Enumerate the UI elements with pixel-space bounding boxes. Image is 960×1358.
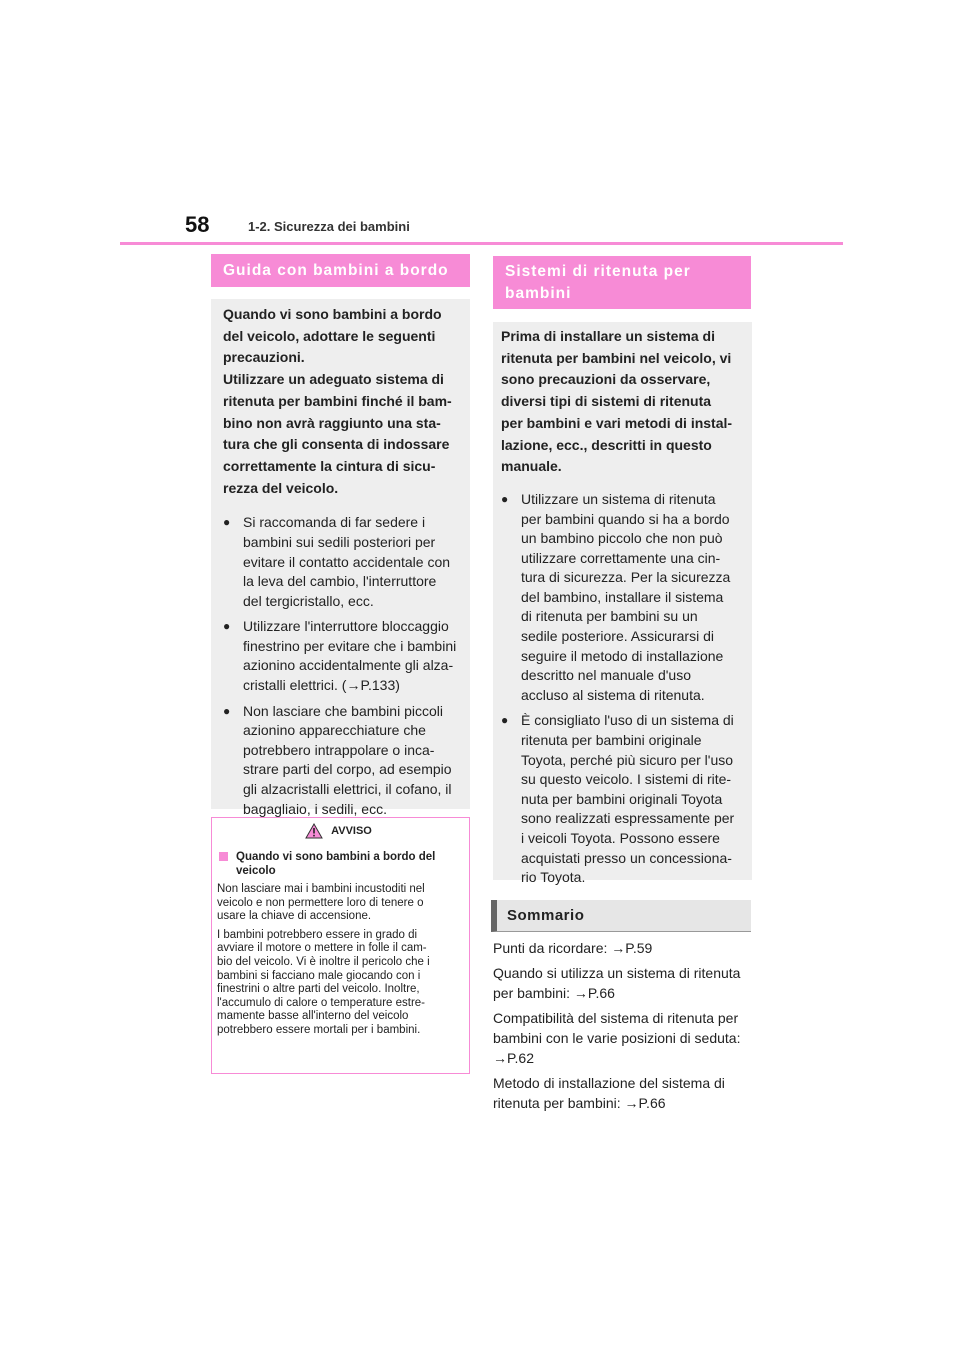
summary-line: Metodo di installazione del sistema di bbox=[493, 1075, 725, 1091]
bullet-line: Toyota, perché più sicuro per l'uso bbox=[521, 751, 734, 768]
intro-line: correttamente la cintura di sicu- bbox=[223, 457, 436, 474]
header-divider bbox=[120, 242, 843, 245]
left-bullet-list bbox=[223, 513, 460, 819]
summary-item[interactable] bbox=[493, 1073, 755, 1113]
warning-paragraph bbox=[217, 883, 460, 924]
heading-label: Guida con bambini a bordo bbox=[223, 261, 449, 279]
list-item bbox=[501, 711, 744, 887]
bullet-line: ● Si raccomanda di far sedere i bbox=[243, 514, 426, 531]
bullet-line: ● Utilizzare l'interruttore bloccaggio bbox=[243, 618, 449, 635]
sommario-label: Sommario bbox=[507, 907, 585, 924]
heading-sommario bbox=[491, 900, 751, 932]
intro-line: tura che gli consenta di indossare bbox=[223, 436, 450, 453]
list-item bbox=[223, 702, 460, 820]
intro-line: manuale. bbox=[501, 458, 562, 475]
bullet-line: descritto nel manuale d'uso bbox=[521, 667, 691, 684]
warning-line: avviare il motore o mettere in folle il cam- bbox=[217, 942, 427, 955]
bullet-line: bagagliaio, i sedili, ecc. bbox=[243, 800, 387, 817]
bullet-line: ritenuta per bambini originale bbox=[521, 732, 702, 749]
bullet-line: accluso al sistema di ritenuta. bbox=[521, 686, 705, 703]
summary-line: per bambini: →P.66 bbox=[493, 985, 615, 1001]
intro-line: ritenuta per bambini nel veicolo, vi bbox=[501, 349, 732, 366]
summary-line: Quando si utilizza un sistema di ritenuta bbox=[493, 965, 741, 981]
intro-line: del veicolo, adottare le seguenti bbox=[223, 327, 436, 344]
bullet-line: utilizzare correttamente una cin- bbox=[521, 549, 721, 566]
bullet-line: evitare il contatto accidentale con bbox=[243, 553, 451, 570]
bullet-line: del tergicristallo, ecc. bbox=[243, 592, 374, 609]
page-reference-link[interactable]: cristalli elettrici. (→P.133) bbox=[243, 677, 400, 694]
summary-line: ritenuta per bambini: →P.66 bbox=[493, 1095, 666, 1111]
heading-sistemi-ritenuta bbox=[493, 256, 751, 309]
warning-label: AVVISO bbox=[331, 825, 372, 837]
bullet-line: i veicoli Toyota. Possono essere bbox=[521, 830, 720, 847]
intro-line: lazione, ecc., descritti in questo bbox=[501, 436, 712, 453]
summary-line: →P.62 bbox=[493, 1050, 534, 1066]
bullet-line: del bambino, installare il sistema bbox=[521, 588, 724, 605]
intro-line: sono precauzioni da osservare, bbox=[501, 371, 711, 388]
intro-line: Quando vi sono bambini a bordo bbox=[223, 306, 442, 322]
warning-line: mamente basse all'interno del veicolo bbox=[217, 1010, 409, 1023]
heading-line: bambini bbox=[505, 284, 572, 302]
bullet-line: di ritenuta per bambini su un bbox=[521, 608, 698, 625]
intro-line: Prima di installare un sistema di bbox=[501, 328, 715, 344]
left-intro bbox=[223, 304, 460, 499]
bullet-line: azionino apparecchiature che bbox=[243, 722, 426, 739]
warning-line: usare la chiave di accensione. bbox=[217, 910, 372, 923]
warning-line: bio del veicolo. Vi è inoltre il pericolo che i bbox=[217, 955, 430, 968]
warning-subheading-text: Quando vi sono bambini a bordo del veicolo bbox=[236, 851, 436, 877]
bullet-line: seguire il metodo di installazione bbox=[521, 647, 724, 664]
warning-line: bambini si facciano male giocando con i bbox=[217, 969, 421, 982]
summary-item[interactable] bbox=[493, 1008, 755, 1068]
summary-line: Compatibilità del sistema di ritenuta per bbox=[493, 1010, 739, 1026]
bullet-line: azionino accidentalmente gli alza- bbox=[243, 657, 454, 674]
bullet-line: su questo veicolo. I sistemi di rite- bbox=[521, 771, 732, 788]
bullet-line: ● È consigliato l'uso di un sistema di bbox=[521, 712, 734, 729]
warning-line: l'accumulo di calore o temperature estre- bbox=[217, 996, 426, 1009]
warning-title bbox=[217, 818, 460, 844]
summary-list bbox=[493, 938, 755, 1118]
list-item bbox=[501, 490, 744, 706]
bullet-line: ● Non lasciare che bambini piccoli bbox=[243, 702, 443, 719]
warning-box bbox=[211, 817, 470, 1074]
bullet-line: finestrino per evitare che i bambini bbox=[243, 637, 457, 654]
warning-line: I bambini potrebbero essere in grado di bbox=[217, 928, 418, 941]
bullet-line: nuta per bambini originali Toyota bbox=[521, 790, 723, 807]
summary-item[interactable] bbox=[493, 938, 755, 958]
section-title: 1-2. Sicurezza dei bambini bbox=[248, 219, 410, 234]
intro-line: precauzioni. bbox=[223, 349, 305, 366]
intro-line: diversi tipi di sistemi di ritenuta bbox=[501, 393, 712, 410]
bullet-line: gli alzacristalli elettrici, il cofano, il bbox=[243, 781, 452, 798]
intro-line: rezza del veicolo. bbox=[223, 479, 339, 496]
square-bullet-icon bbox=[219, 852, 228, 861]
heading-line: Sistemi di ritenuta per bbox=[505, 262, 691, 280]
bullet-line: tura di sicurezza. Per la sicurezza bbox=[521, 569, 731, 586]
bullet-line: sedile posteriore. Assicurarsi di bbox=[521, 628, 714, 645]
intro-line: per bambini e vari metodi di instal- bbox=[501, 414, 733, 431]
bullet-line: ● Utilizzare un sistema di ritenuta bbox=[521, 490, 716, 507]
warning-line: Non lasciare mai i bambini incustoditi nel bbox=[217, 883, 425, 895]
bullet-line: rio Toyota. bbox=[521, 869, 586, 886]
bullet-line: potrebbero intrappolare o inca- bbox=[243, 741, 435, 758]
bullet-line: per bambini quando si ha a bordo bbox=[521, 510, 730, 527]
warning-line: veicolo e non permettere loro di tenere o bbox=[217, 896, 424, 909]
warning-paragraph bbox=[217, 929, 460, 1038]
summary-item[interactable] bbox=[493, 963, 755, 1003]
page-number: 58 bbox=[185, 212, 210, 237]
intro-line: ritenuta per bambini finché il bam- bbox=[223, 392, 452, 409]
right-intro bbox=[501, 326, 744, 478]
bullet-line: acquistati presso un concessiona- bbox=[521, 849, 732, 866]
summary-line: Punti da ricordare: →P.59 bbox=[493, 940, 653, 956]
bullet-line: la leva del cambio, l'interruttore bbox=[243, 573, 437, 590]
bullet-line: un bambino piccolo che non può bbox=[521, 530, 723, 547]
right-content-box bbox=[493, 322, 752, 886]
heading-guida-bambini bbox=[211, 254, 470, 287]
list-item bbox=[223, 513, 460, 611]
bullet-line: bambini sui sedili posteriori per bbox=[243, 533, 436, 550]
warning-line: finestrini o altre parti del veicolo. Inoltre, bbox=[217, 983, 420, 996]
list-item bbox=[223, 617, 460, 695]
warning-triangle-icon bbox=[305, 823, 323, 839]
left-content-box bbox=[211, 299, 470, 817]
right-bullet-list bbox=[501, 490, 744, 888]
intro-line: bino non avrà raggiunto una sta- bbox=[223, 414, 441, 431]
warning-line: potrebbero essere mortali per i bambini. bbox=[217, 1023, 421, 1036]
intro-line: Utilizzare un adeguato sistema di bbox=[223, 371, 444, 388]
bullet-line: sono realizzati espressamente per bbox=[521, 810, 735, 827]
summary-line: bambini con le varie posizioni di seduta: bbox=[493, 1030, 741, 1046]
warning-subheading bbox=[217, 850, 460, 878]
bullet-line: strare parti del corpo, ad esempio bbox=[243, 761, 452, 778]
